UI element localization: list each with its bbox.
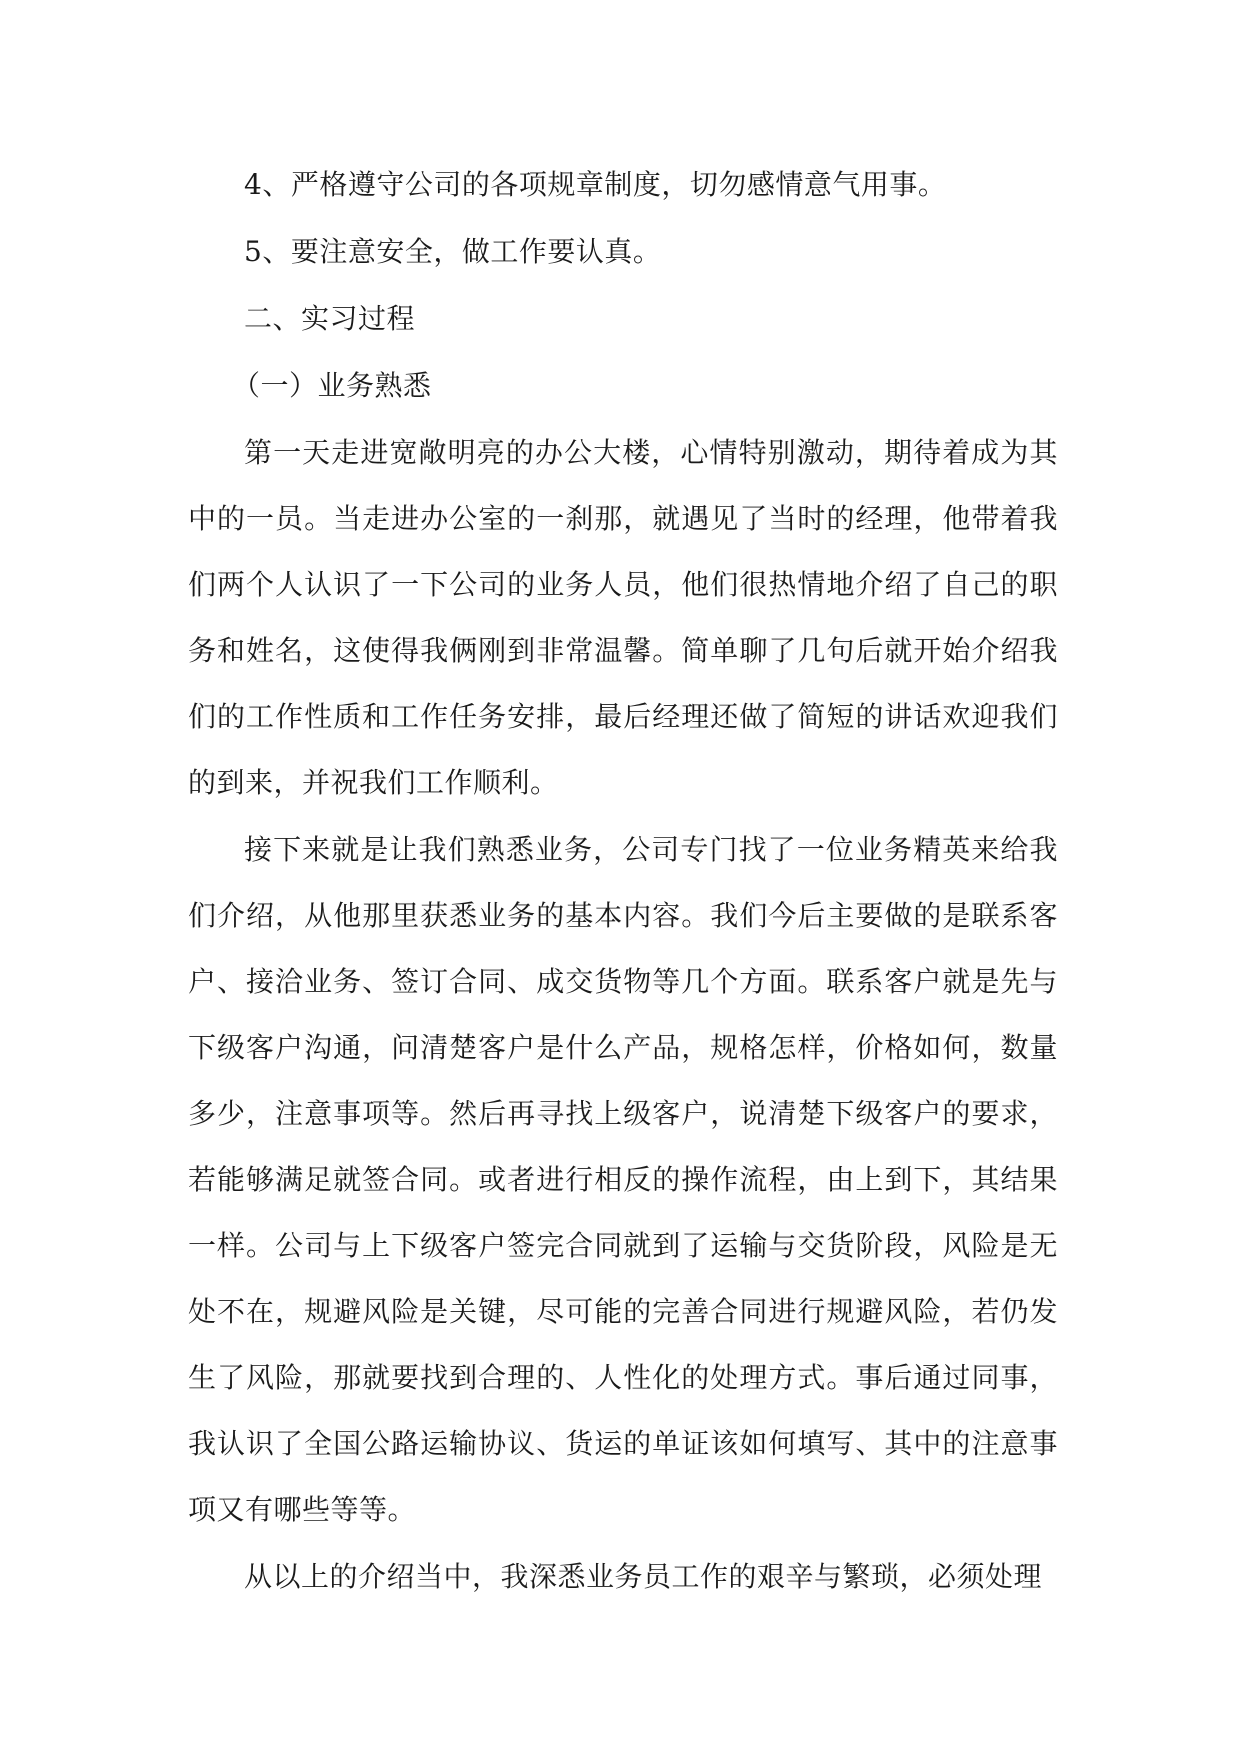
paragraph-rule-4: 4、严格遵守公司的各项规章制度，切勿感情意气用事。 xyxy=(244,168,947,201)
section-heading-internship-process: 二、实习过程 xyxy=(244,302,416,335)
subsection-heading-business-familiarization: （一）业务熟悉 xyxy=(232,369,432,402)
paragraph-familiarize-business: 接下来就是让我们熟悉业务，公司专门找了一位业务精英来给我们介绍，从他那里获悉业务的基本内容。我们今后主要做的是联系客户、接洽业务、签订合同、成交货物等几个方面。联系客户就是先与下级客户沟通，问清楚客户是什么产品，规格怎样，价格如何，数量多少，注意事项等。然后再寻找上级客户，说清楚下级客户的要求，若能够满足就签合同。或者进行相反的操作流程，由上到下，其结果一样。公司与上下级客户签完合同就到了运输与交货阶段，风险是无处不在，规避风险是关键，尽可能的完善合同进行规避风险，若仍发生了风险，那就要找到合理的、人性化的处理方式。事后通过同事，我认识了全国公路运输协议、货运的单证该如何填写、其中的注意事项又有哪些等等。 xyxy=(188,833,1058,1526)
paragraph-conclusion-start: 从以上的介绍当中，我深悉业务员工作的艰辛与繁琐，必须处理 xyxy=(244,1560,1043,1593)
paragraph-first-day: 第一天走进宽敞明亮的办公大楼，心情特别激动，期待着成为其中的一员。当走进办公室的一刹那，就遇见了当时的经理，他带着我们两个人认识了一下公司的业务人员，他们很热情地介绍了自己的职务和姓名，这使得我俩刚到非常温馨。简单聊了几句后就开始介绍我们的工作性质和工作任务安排，最后经理还做了简短的讲话欢迎我们的到来，并祝我们工作顺利。 xyxy=(188,436,1058,799)
paragraph-rule-5: 5、要注意安全，做工作要认真。 xyxy=(244,235,662,268)
document-body xyxy=(188,152,1058,1610)
